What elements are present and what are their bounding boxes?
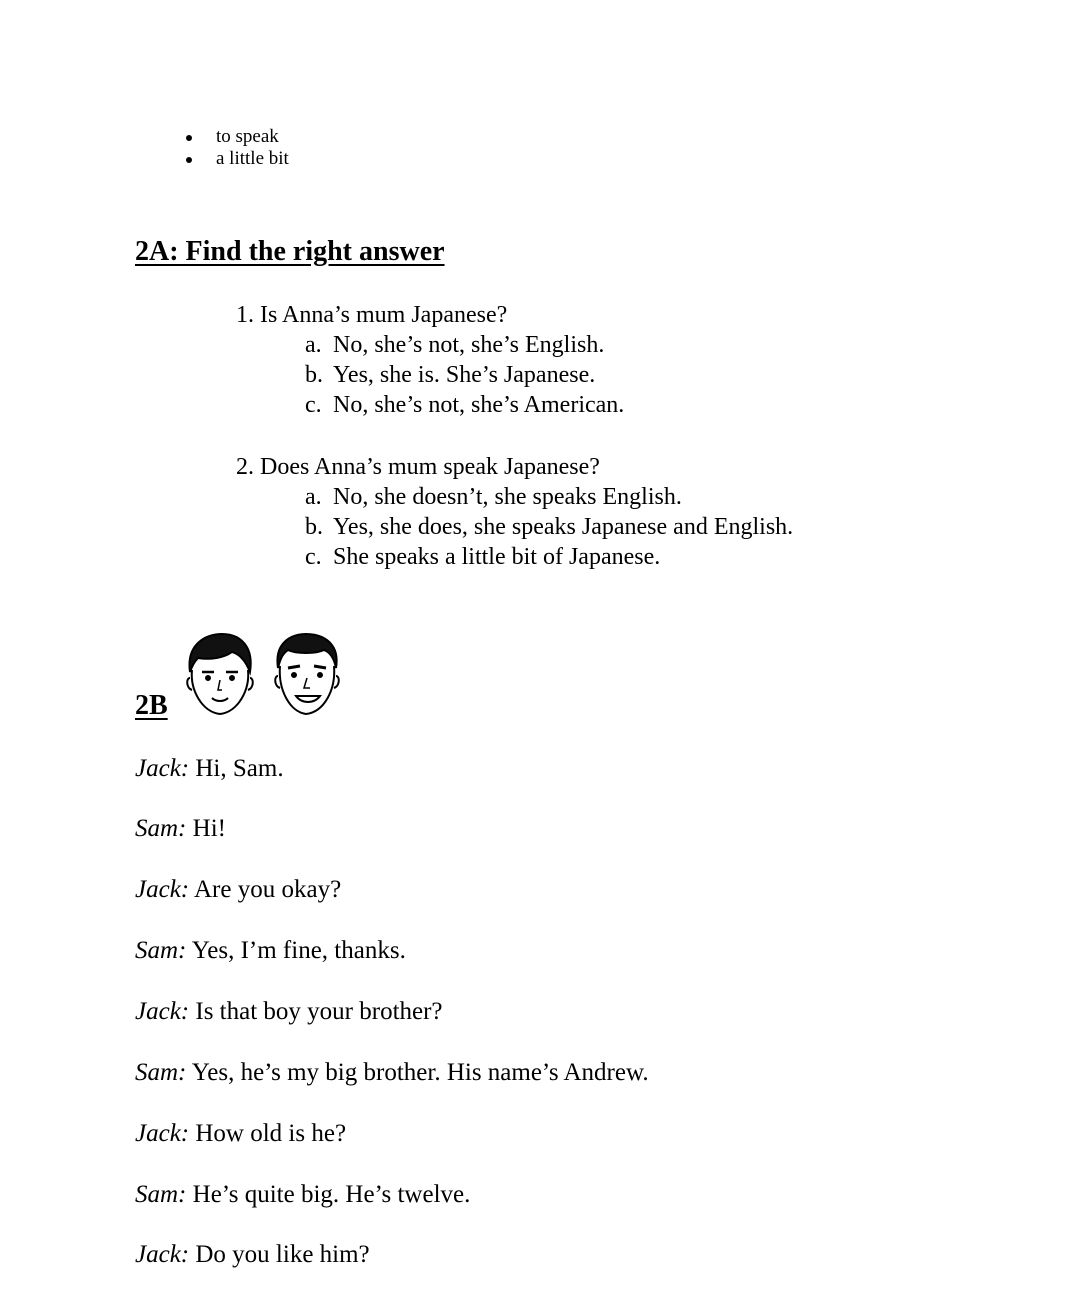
dialogue-line xyxy=(135,936,406,966)
question-2-option-b xyxy=(305,512,793,542)
section-2a-title: 2A: Find the right answer xyxy=(135,236,445,267)
dialogue-line xyxy=(135,1058,649,1088)
boy-face-left xyxy=(187,634,253,714)
question-2-option-a xyxy=(305,482,682,512)
section-2b-title: 2B xyxy=(135,690,168,721)
dialogue-text: Are you okay? xyxy=(189,876,342,903)
dialogue-text: How old is he? xyxy=(189,1120,347,1147)
dialogue-text: Hi! xyxy=(186,815,226,842)
question-1-option-b xyxy=(305,360,595,390)
option-text: She speaks a little bit of Japanese. xyxy=(333,544,661,570)
question-2 xyxy=(236,452,600,482)
option-letter: a. xyxy=(305,484,322,510)
vocab-list xyxy=(186,126,289,170)
dialogue-text: He’s quite big. He’s twelve. xyxy=(186,1181,471,1208)
dialogue-line xyxy=(135,1240,370,1270)
question-2-option-c xyxy=(305,542,660,572)
question-text: Is Anna’s mum Japanese? xyxy=(260,302,508,328)
speaker-name: Jack: xyxy=(135,876,190,903)
speaker-name: Sam: xyxy=(135,1059,187,1086)
dialogue-line xyxy=(135,997,443,1027)
speaker-name: Jack: xyxy=(135,998,190,1025)
dialogue-line xyxy=(135,754,284,784)
dialogue-text: Hi, Sam. xyxy=(189,755,284,782)
dialogue-text: Yes, I’m fine, thanks. xyxy=(186,937,406,964)
dialogue-line xyxy=(135,875,341,905)
option-letter: b. xyxy=(305,514,323,540)
question-text: Does Anna’s mum speak Japanese? xyxy=(260,454,600,480)
question-1 xyxy=(236,300,507,330)
option-letter: b. xyxy=(305,362,323,388)
dialogue-text: Do you like him? xyxy=(189,1241,370,1268)
vocab-item: to speak xyxy=(186,126,289,148)
dialogue-text: Yes, he’s my big brother. His name’s Andrew. xyxy=(186,1059,649,1086)
option-letter: a. xyxy=(305,332,322,358)
option-letter: c. xyxy=(305,392,322,418)
speaker-name: Sam: xyxy=(135,937,187,964)
question-number: 2. xyxy=(236,454,254,480)
boy-face-right xyxy=(275,634,339,714)
option-text: No, she’s not, she’s English. xyxy=(333,332,605,358)
option-text: Yes, she does, she speaks Japanese and English. xyxy=(333,514,794,540)
dialogue-text: Is that boy your brother? xyxy=(189,998,443,1025)
option-letter: c. xyxy=(305,544,322,570)
vocab-item: a little bit xyxy=(186,148,289,170)
question-number: 1. xyxy=(236,302,254,328)
option-text: Yes, she is. She’s Japanese. xyxy=(333,362,596,388)
dialogue-line xyxy=(135,814,226,844)
option-text: No, she doesn’t, she speaks English. xyxy=(333,484,682,510)
two-boys-illustration xyxy=(184,632,344,718)
speaker-name: Sam: xyxy=(135,815,187,842)
question-1-option-c xyxy=(305,390,624,420)
speaker-name: Jack: xyxy=(135,755,190,782)
speaker-name: Jack: xyxy=(135,1241,190,1268)
question-1-option-a xyxy=(305,330,604,360)
speaker-name: Jack: xyxy=(135,1120,190,1147)
option-text: No, she’s not, she’s American. xyxy=(333,392,625,418)
dialogue-line xyxy=(135,1180,470,1210)
dialogue-line xyxy=(135,1119,346,1149)
speaker-name: Sam: xyxy=(135,1181,187,1208)
